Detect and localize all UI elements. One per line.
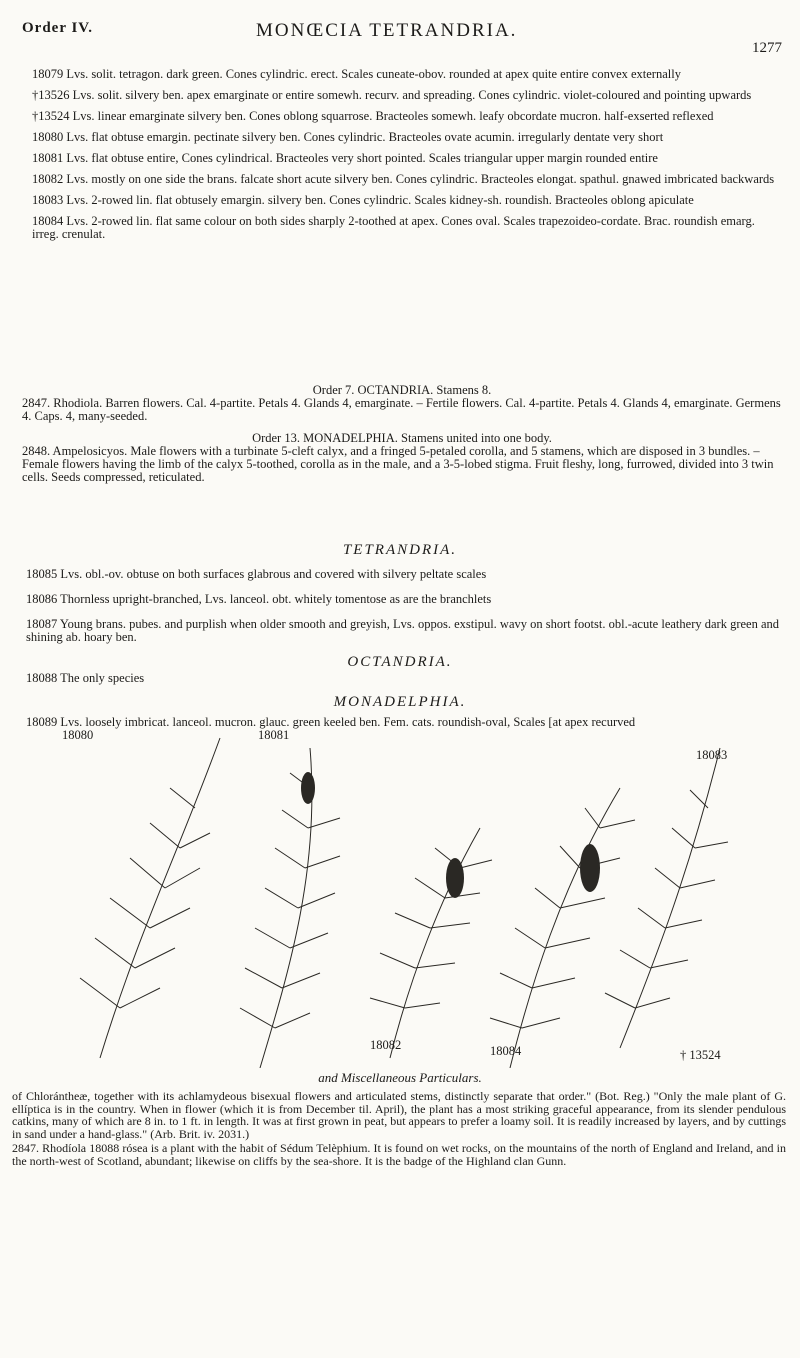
cone-shape [580, 844, 600, 892]
key-monadelphia-heading: Order 13. MONADELPHIA. Stamens united into one body. [252, 431, 552, 445]
key-octandria-heading: Order 7. OCTANDRIA. Stamens 8. [312, 383, 492, 397]
tetrandria-title: TETRANDRIA. [342, 542, 458, 558]
key-octandria [22, 384, 782, 423]
species-entry: 18085 Lvs. obl.-ov. obtuse on both surfaces glabrous and covered with silvery peltate scales [26, 567, 487, 581]
conifer-entry: †13524 Lvs. linear emarginate silvery ben. Cones oblong squarrose. Bracteoles somewh. leafy obcordate mucron. half-exserted reflexed [32, 109, 714, 123]
conifer-entry: 18084 Lvs. 2-rowed lin. flat same colour on both sides sharply 2-toothed at apex. Cones oval. Scales trapezoideo-cordate. Brac. roundish emarg. irreg. crenulat. [32, 214, 755, 241]
species-entry: 18089 Lvs. loosely imbricat. lanceol. mucron. glauc. green keeled ben. Fem. cats. roundish-oval, Scales [at apex recurved [26, 715, 636, 729]
key-octandria-text: 2847. Rhodiola. Barren flowers. Cal. 4-partite. Petals 4. Glands 4, emarginate. – Fertile flowers. Cal. 4-partite. Petals 4. Glands 4, emarginate. Germens 4. Caps. 4, many-seeded. [22, 396, 781, 423]
fig-label: 18080 [62, 728, 94, 742]
species-entry: 18087 Young brans. pubes. and purplish when older smooth and greyish, Lvs. oppos. exstipul. wavy on short footst. obl.-acute leathery dark green and shining ab. hoary ben. [26, 617, 780, 644]
page-number: 1277 [752, 40, 782, 56]
monadelphia-title: MONADELPHIA. [333, 694, 467, 710]
conifer-entry-list [32, 68, 784, 249]
branch-18084 [510, 788, 620, 1068]
fig-label: † 13524 [680, 1048, 721, 1062]
branch-18080 [100, 738, 220, 1058]
body-paragraph: 2847. Rhodíola 18088 rósea is a plant with the habit of Sédum Telèphium. It is found on wet rocks, on the mountains of the north of England and Ireland, and in the north-west of Scotland, abundant; likewise on cliffs by the sea-shore. It is the badge of the Highland clan Gunn. [12, 1141, 786, 1168]
figure-caption: and Miscellaneous Particulars. [318, 1070, 482, 1085]
conifer-drawing [60, 728, 750, 1068]
page-title: MONŒCIA TETRANDRIA. [256, 20, 518, 41]
conifer-entry: 18079 Lvs. solit. tetragon. dark green. Cones cylindric. erect. Scales cuneate-obov. rounded at apex quite entire convex externally [32, 67, 681, 81]
octandria-title: OCTANDRIA. [347, 654, 453, 670]
conifer-illustration [60, 728, 750, 1068]
branch-18082 [390, 828, 480, 1058]
fig-label: 18082 [370, 1038, 402, 1052]
species-entry: 18086 Thornless upright-branched, Lvs. lanceol. obt. whitely tomentose as are the branchlets [26, 592, 492, 606]
conifer-entry: 18081 Lvs. flat obtuse entire, Cones cylindrical. Bracteoles very short pointed. Scales triangular upper margin rounded entire [32, 151, 658, 165]
conifer-entry: 18080 Lvs. flat obtuse emargin. pectinate silvery ben. Cones cylindric. Bracteoles ovate acumin. irregularly dentate very short [32, 130, 664, 144]
fig-label: 18083 [696, 748, 728, 762]
conifer-entry: 18083 Lvs. 2-rowed lin. flat obtusely emargin. silvery ben. Cones cylindric. Scales kidney-sh. roundish. Bracteoles oblong apiculate [32, 193, 694, 207]
cone-shape [301, 772, 315, 804]
order-heading: Order IV. [22, 20, 93, 36]
species-entry: 18088 The only species [26, 671, 145, 685]
conifer-entry: †13526 Lvs. solit. silvery ben. apex emarginate or entire somewh. recurv. and spreading. Cones cylindric. violet-coloured and pointing upwards [32, 88, 752, 102]
conifer-entry: 18082 Lvs. mostly on one side the brans. falcate short acute silvery ben. Cones cylindric. Bracteoles elongat. spathul. gnawed imbricated backwards [32, 172, 775, 186]
tetrandria-list [26, 568, 782, 656]
body-text [12, 1090, 786, 1169]
body-paragraph: of Chlorántheæ, together with its achlamydeous bisexual flowers and articulated stems, distinctly separate that order." (Bot. Reg.) "Only the male plant of G. ellíptica is in the country. When in flower (which it is from December til. April), the plant has a most striking graceful appearance, from its slender pendulous catkins, many of which are 8 in. to 1 ft. in length. It was at first grown in peat, but appears to prefer a loamy soil. It is readily increased by layers, and by cuttings in sand under a hand-glass." (Arb. Brit. iv. 2031.) [12, 1089, 786, 1141]
cone-shape [446, 858, 464, 898]
key-monadelphia-text: 2848. Ampelosicyos. Male flowers with a turbinate 5-cleft calyx, and a fringed 5-petaled corolla, and 5 stamens, which are disposed in 3 bundles. – Female flowers having the limb of the calyx 5-toothed, corolla as in the male, and a 3-5-lobed stigma. Fruit fleshy, long, furrowed, divided into 3 twin cells. Seeds compressed, reticulated. [22, 444, 774, 484]
key-monadelphia [22, 432, 782, 484]
fig-label: 18084 [490, 1044, 522, 1058]
fig-label: 18081 [258, 728, 290, 742]
branch-18083 [620, 748, 720, 1048]
